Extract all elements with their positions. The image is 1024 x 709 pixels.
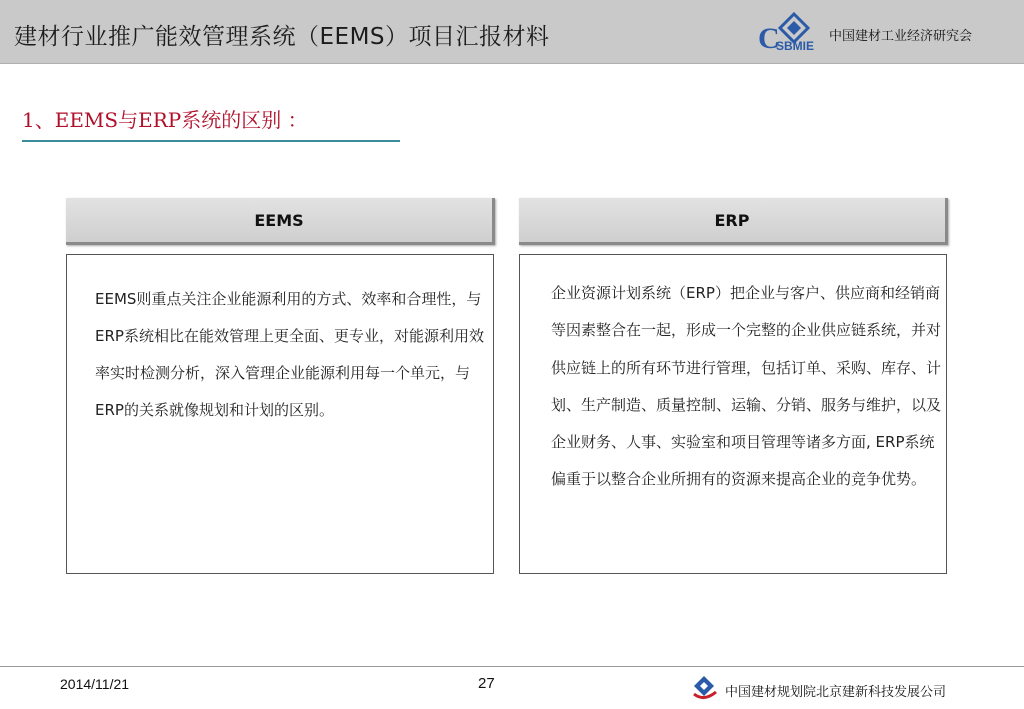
header-bar [0,0,1024,64]
logo-letter: C [758,22,780,52]
footer-org-name: 中国建材规划院北京建新科技发展公司 [725,685,947,700]
csbmie-logo-icon [756,12,822,52]
footer-date: 2014/11/21 [60,676,130,692]
page-title: 建材行业推广能效管理系统（EEMS）项目汇报材料 [14,24,550,50]
header-org-name: 中国建材工业经济研究会 [829,29,973,44]
eems-description-box [66,254,494,574]
company-logo-icon [690,674,720,702]
heading-underline [22,140,400,142]
erp-column-title: ERP [714,210,750,230]
footer-divider [0,666,1024,667]
eems-column-title: EEMS [254,210,304,230]
erp-description-box [519,254,947,574]
erp-description-text: 企业资源计划系统（ERP）把企业与客户、供应商和经销商等因素整合在一起，形成一个完整的企业供应链系统，并对供应链上的所有环节进行管理，包括订单、采购、库存、计划、生产制造、质量控制、运输、分销、服务与维护，以及企业财务、人事、实验室和项目管理等诸多方面, ERP系统偏重于以整合企业所拥有的资源来提高企业的竞争优势。 [551,284,942,489]
eems-description-text: EEMS则重点关注企业能源利用的方式、效率和合理性，与ERP系统相比在能效管理上更全面、更专业，对能源利用效率实时检测分析，深入管理企业能源利用每一个单元，与ERP的关系就像规划和计划的区别。 [95,290,484,419]
eems-column-header [66,198,495,245]
page-number: 27 [478,675,495,692]
section-heading: 1、EEMS与ERP系统的区别 ： [22,108,308,132]
logo-text: SBMIE [776,39,815,52]
erp-column-header [519,198,948,245]
